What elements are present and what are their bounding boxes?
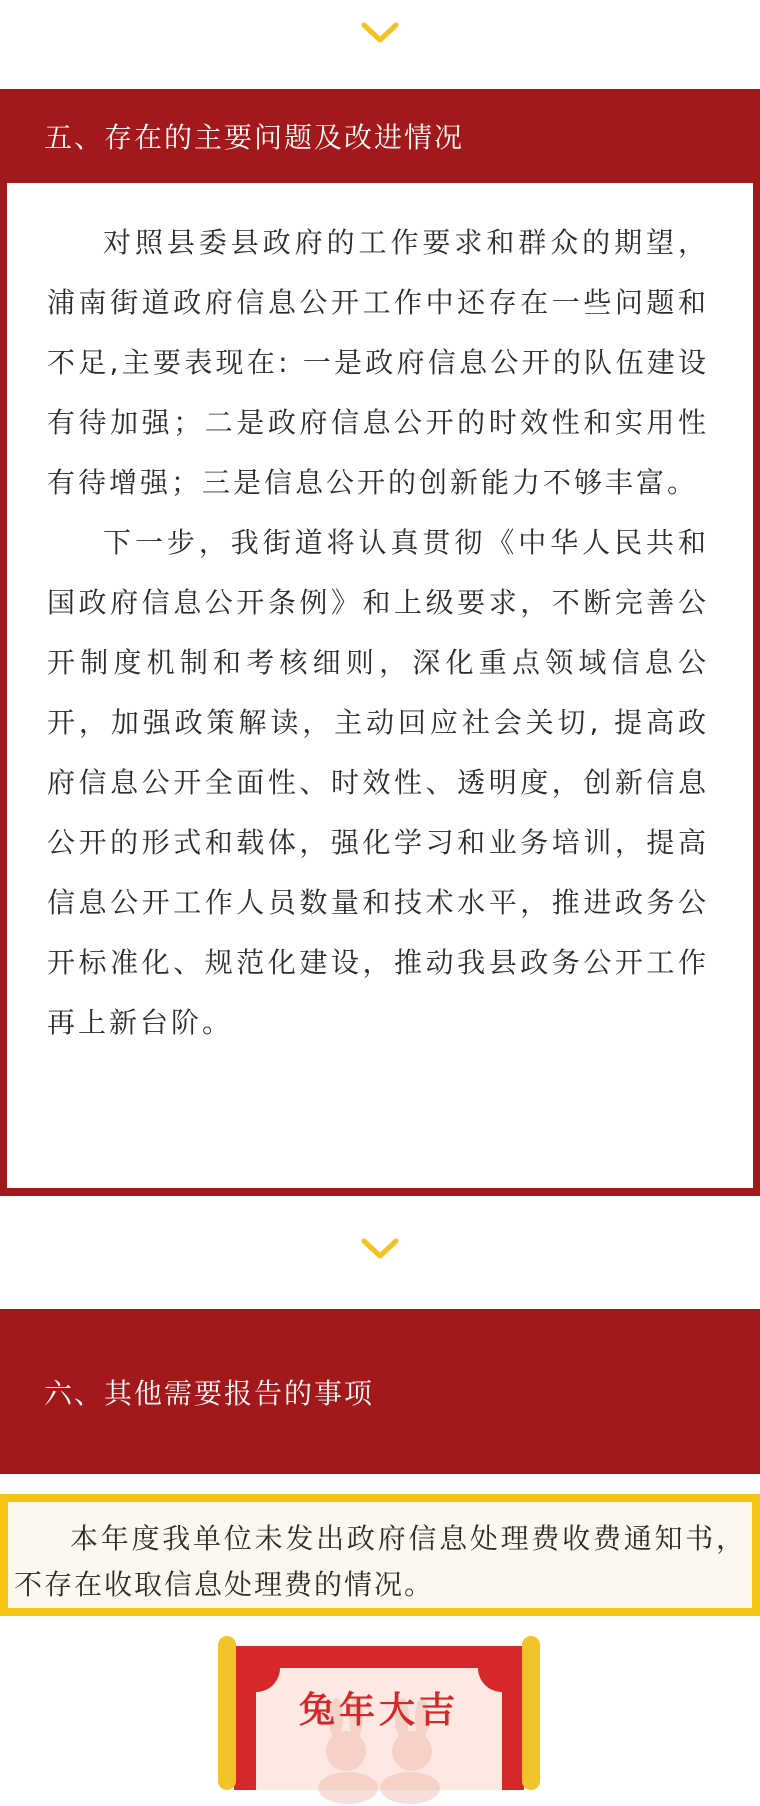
chevron-down-icon bbox=[0, 1236, 760, 1276]
content-box bbox=[0, 183, 760, 1196]
notice-box bbox=[0, 1494, 760, 1616]
section-title: 五、存在的主要问题及改进情况 bbox=[44, 121, 465, 154]
section-title: 六、其他需要报告的事项 bbox=[44, 1376, 375, 1410]
new-year-scroll-banner bbox=[218, 1636, 540, 1790]
paragraph: 本年度我单位未发出政府信息处理费收费通知书，不存在收取信息处理费的情况。 bbox=[14, 1522, 746, 1601]
paragraph: 对照县委县政府的工作要求和群众的期望，浦南街道政府信息公开工作中还存在一些问题和不足,主要表现在: 一是政府信息公开的队伍建设有待加强；二是政府信息公开的时效性和实用性有待增强；三是信息公开的创新能力不够丰富。 bbox=[47, 226, 709, 499]
paragraph: 下一步，我街道将认真贯彻《中华人民共和国政府信息公开条例》和上级要求，不断完善公开制度机制和考核细则，深化重点领域信息公开，加强政策解读，主动回应社会关切, 提高政府信息公开全面性、时效性、透明度，创新信息公开的形式和载体，强化学习和业务培训，提高信息公开工作人员数量和技术水平，推进政务公开标准化、规范化建设，推动我县政务公开工作再上新台阶。 bbox=[47, 526, 709, 1039]
section-header bbox=[0, 1309, 760, 1474]
section-header bbox=[0, 89, 760, 183]
banner-title: 兔年大吉 bbox=[298, 1690, 459, 1731]
chevron-down-icon bbox=[0, 20, 760, 60]
